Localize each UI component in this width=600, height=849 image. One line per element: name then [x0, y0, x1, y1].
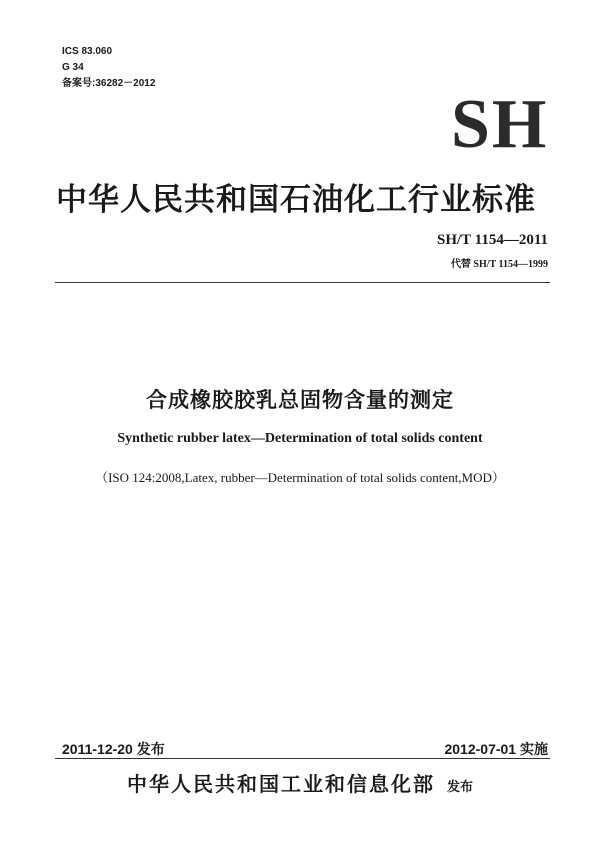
record-number: 备案号:36282－2012 [62, 78, 156, 89]
implementation-date: 2012-07-01 实施 [444, 741, 548, 757]
publisher-name: 中华人民共和国工业和信息化部 [126, 774, 435, 796]
document-title-en: Synthetic rubber latex—Determination of total solids content [117, 431, 483, 446]
document-title-cn: 合成橡胶胶乳总固物含量的测定 [146, 389, 454, 412]
sh-logo: SH [451, 86, 549, 163]
publisher-line [0, 768, 600, 797]
ccs-code: G 34 [62, 62, 84, 73]
footer-divider [55, 758, 550, 759]
standard-number: SH/T 1154—2011 [436, 232, 548, 248]
iso-reference: （ISO 124:2008,Latex, rubber—Determination of total solids content,MOD） [95, 470, 505, 485]
replaces-standard: 代替 SH/T 1154—1999 [450, 259, 548, 270]
industry-standard-title: 中华人民共和国石油化工行业标准 [56, 182, 536, 217]
classification-block [62, 44, 155, 92]
publisher-suffix: 发布 [446, 779, 473, 794]
issue-date: 2011-12-20 发布 [62, 741, 165, 757]
header-divider [55, 282, 550, 283]
ics-code: ICS 83.060 [62, 46, 113, 57]
